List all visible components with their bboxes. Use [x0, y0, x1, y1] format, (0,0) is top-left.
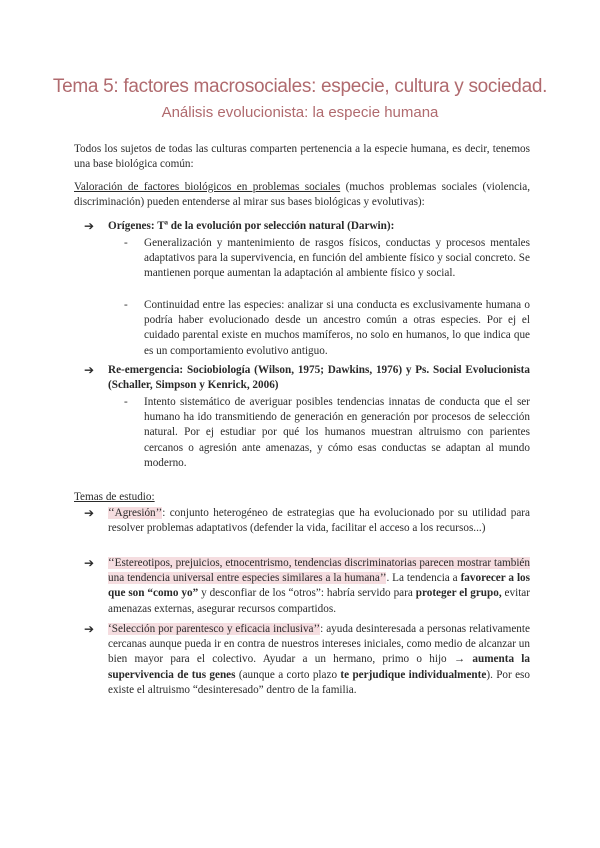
agresion-highlight: ‘‘Agresión’’ — [108, 507, 163, 519]
parentesco-bold-1: aumenta la supervivencia de tus genes — [108, 653, 531, 681]
page-subtitle: Análisis evolucionista: la especie humana — [161, 104, 439, 121]
reemergencia-heading: Re-emergencia: Sociobiología (Wilson, 1975; Dawkins, 1976) y Ps. Social Evolucionista (Schaller, Simpson y Kenrick, 2006) — [108, 364, 530, 392]
page-title: Tema 5: factores macrosociales: especie, cultura y sociedad. — [52, 76, 548, 97]
origenes-item — [86, 219, 530, 234]
dash-bullet-icon: - — [124, 299, 128, 311]
dash-bullet-icon: - — [124, 237, 128, 249]
parentesco-text-2: (aunque a corto plazo — [235, 668, 341, 681]
reemergencia-point-1 — [124, 395, 530, 471]
origenes-point-2 — [124, 298, 530, 359]
valoracion-heading: Valoración de factores biológicos en problemas sociales — [74, 181, 341, 193]
origenes-heading: Orígenes: Tª de la evolución por selección natural (Darwin): — [108, 220, 395, 232]
arrow-icon: ➔ — [84, 363, 95, 377]
estereotipos-bold-1: favorecer a los que son “como yo” — [108, 572, 530, 600]
valoracion-text: (muchos problemas sociales (violencia, discriminación) pueden entenderse al mirar sus bases biológicas y evolutivas): — [74, 181, 530, 209]
parentesco-bold-2: te perjudique individualmente — [340, 668, 487, 681]
origenes-point-1-text: Generalización y mantenimiento de rasgos físicos, conductas y procesos mentales adaptativos para la supervivencia, en función del ambiente físico y social concreto. Se mantienen porque aumentan la adaptación al ambiente físico y social. — [144, 237, 530, 280]
estereotipos-text-2: y desconfiar de los “otros”: habría servido para — [198, 587, 416, 600]
estereotipos-highlight: ‘‘Estereotipos, prejuicios, etnocentrismo, tendencias discriminatorias parecen mostrar también una tendencia universal entre especies similares a la humana’’ — [108, 557, 530, 585]
agresion-text: : conjunto heterogéneo de estrategias que ha evolucionado por su utilidad para resolver problemas adaptativos (defender la vida, facilitar el acceso a los recursos...) — [108, 507, 530, 535]
parentesco-text-1: : ayuda desinteresada a personas relativamente cercanas aunque pueda ir en contra de nuestros intereses iniciales, como medio de alcanzar un bien mayor para el colectivo. Ayudar a un hermano, primo o hijo → — [108, 623, 530, 666]
estereotipos-bold-2: proteger el grupo, — [415, 587, 502, 600]
arrow-icon: ➔ — [84, 622, 95, 636]
origenes-point-1 — [124, 236, 530, 282]
intro-paragraph: Todos los sujetos de todas las culturas comparten pertenencia a la especie humana, es decir, tenemos una base biológica común: — [74, 143, 530, 171]
origenes-point-2-text: Continuidad entre las especies: analizar si una conducta es exclusivamente humana o podría haber evolucionado desde un ancestro común a otras especies. Por ej el cuidado parental existe en muchos mamíferos, no solo en humanos, lo que indica que es un comportamiento evolutivo antiguo. — [144, 299, 530, 357]
arrow-icon: ➔ — [84, 219, 95, 233]
estereotipos-text-1: . La tendencia a — [386, 572, 461, 585]
parentesco-text-3: ). Por eso existe el altruismo “desinteresado” dentro de la familia. — [108, 668, 531, 696]
reemergencia-point-1-text: Intento sistemático de averiguar posibles tendencias innatas de conducta que el ser humano ha ido transmitiendo de generación en generación por procesos de selección natural. Por ej estudiar por qué los humanos muestran altruismo con parientes cercanos o agresión ante amenazas, y cómo esas conductas se adaptan al mundo moderno. — [144, 396, 530, 469]
tema-estereotipos — [86, 556, 530, 617]
parentesco-highlight: ‘Selección por parentesco y eficacia inclusiva’’ — [108, 623, 321, 635]
dash-bullet-icon: - — [124, 396, 128, 408]
tema-parentesco — [86, 622, 530, 698]
valoracion-paragraph — [74, 180, 530, 210]
tema-agresion — [86, 506, 530, 536]
temas-heading: Temas de estudio: — [74, 491, 155, 503]
reemergencia-item — [86, 363, 530, 393]
estereotipos-text-3: evitar amenazas externas, asegurar recursos compartidos. — [108, 587, 531, 615]
arrow-icon: ➔ — [84, 506, 95, 520]
arrow-icon: ➔ — [84, 556, 95, 570]
